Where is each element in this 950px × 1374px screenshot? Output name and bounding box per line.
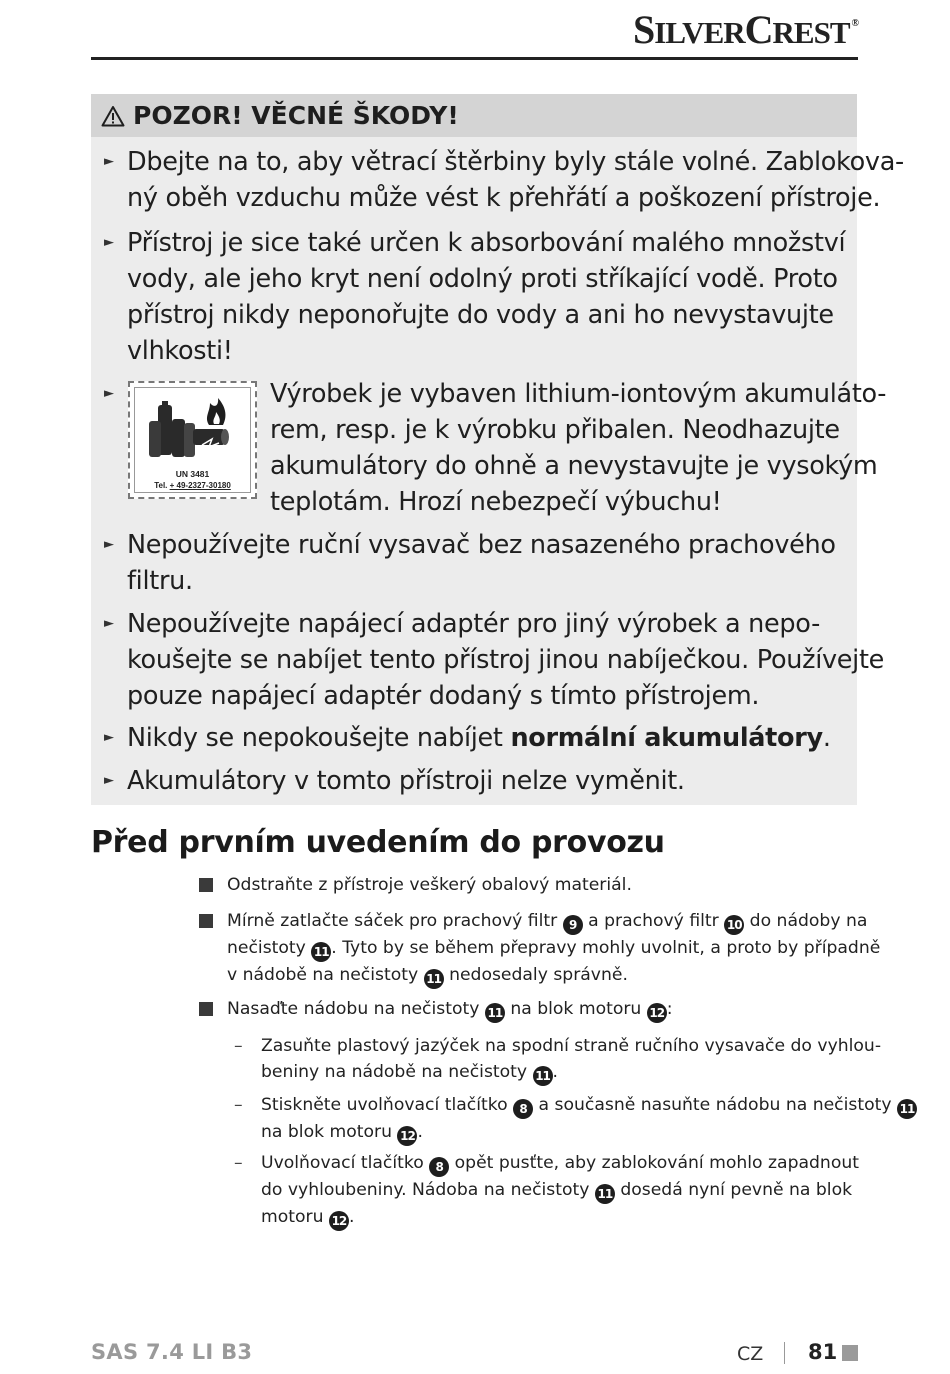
substep-item [234, 1092, 915, 1146]
text-line: nečistoty 11 . Tyto by se během přepravy mohly uvolnit, a proto by případně [227, 935, 859, 962]
reference-number-icon: 12 [397, 1126, 417, 1146]
step-item [227, 908, 881, 989]
model-number: SAS 7.4 LI B3 [91, 1340, 253, 1364]
reference-number-icon: 9 [563, 915, 583, 935]
text-line: Uvolňovací tlačítko 8 opět pusťte, aby zablokování mohlo zapadnout [261, 1150, 861, 1177]
reference-number-icon: 11 [311, 942, 331, 962]
step-item [227, 996, 859, 1023]
battery-shipping-label: UN 3481 Tel. + 49-2327-30180 [128, 381, 257, 499]
bullet-arrow-icon: ► [104, 730, 114, 745]
header-rule [91, 57, 858, 60]
dash-bullet: – [234, 1095, 243, 1115]
bullet-arrow-icon: ► [104, 154, 114, 169]
text-line: v nádobě na nečistoty 11 nedosedaly správně. [227, 962, 859, 989]
reference-number-icon: 10 [724, 915, 744, 935]
text-line: Odstraňte z přístroje veškerý obalový materiál. [227, 875, 632, 895]
square-bullet-icon [199, 878, 213, 892]
warning-title: POZOR! VĚCNÉ ŠKODY! [133, 101, 459, 130]
warning-item: ► Akumulátory v tomto přístroji nelze vyměnit. [127, 763, 842, 799]
language-code: CZ [737, 1343, 764, 1365]
text-line: do vyhloubeniny. Nádoba na nečistoty 11 dosedá nyní pevně na blok [261, 1177, 861, 1204]
bullet-arrow-icon: ► [104, 235, 114, 250]
warning-item: ► Dbejte na to, aby větrací štěrbiny byly stále volné. Zablokova- ný oběh vzduchu může vést k přehřátí a poškození přístroje. [127, 144, 842, 216]
reference-number-icon: 11 [533, 1066, 553, 1086]
warning-item: ► Přístroj je sice také určen k absorbování malého množství vody, ale jeho kryt není odolný proti stříkající vodě. Proto přístroj nikdy neponořujte do vody a ani ho nevystavujte vlhkosti! [127, 225, 842, 369]
reference-number-icon: 12 [329, 1211, 349, 1231]
text-line: Zasuňte plastový jazýček na spodní straně ručního vysavače do vyhlou- [261, 1036, 882, 1056]
warning-header [91, 94, 857, 137]
warning-item: ► Nepoužívejte ruční vysavač bez nasazeného prachového filtru. [127, 527, 842, 599]
text-line: motoru 12 . [261, 1204, 861, 1231]
text-line: beniny na nádobě na nečistoty 11 . [261, 1059, 861, 1086]
square-bullet-icon [199, 1002, 213, 1016]
reference-number-icon: 11 [897, 1099, 917, 1119]
bullet-arrow-icon: ► [104, 616, 114, 631]
text-line: Nasaďte nádobu na nečistoty 11 na blok motoru 12 : [227, 996, 859, 1023]
warning-triangle-icon [101, 105, 125, 127]
page-number: 81 [808, 1340, 838, 1364]
dash-bullet: – [234, 1153, 243, 1173]
reference-number-icon: 8 [429, 1157, 449, 1177]
bullet-arrow-icon: ► [104, 537, 114, 552]
battery-fire-icon [146, 393, 241, 465]
substep-item [234, 1150, 861, 1231]
substep-item [234, 1033, 882, 1086]
square-bullet-icon [199, 914, 213, 928]
warning-item-text: Výrobek je vybaven lithium-iontovým akumuláto- rem, resp. je k výrobku přibalen. Neodhazujte akumulátory do ohně a nevystavujte je vysokým teplotám. Hrozí nebezpečí výbuchu! [270, 379, 887, 517]
reference-number-icon: 11 [595, 1184, 615, 1204]
footer-square-icon [842, 1345, 858, 1361]
reference-number-icon: 11 [485, 1003, 505, 1023]
step-item [227, 872, 859, 898]
footer-divider [784, 1342, 785, 1364]
bullet-arrow-icon: ► [104, 386, 114, 401]
reference-number-icon: 12 [647, 1003, 667, 1023]
dash-bullet: – [234, 1036, 243, 1056]
bullet-arrow-icon: ► [104, 773, 114, 788]
reference-number-icon: 8 [513, 1099, 533, 1119]
text-line: Stiskněte uvolňovací tlačítko 8 a současně nasuňte nádobu na nečistoty 11 [261, 1092, 861, 1119]
text-line: na blok motoru 12 . [261, 1119, 861, 1146]
text-line: Mírně zatlačte sáček pro prachový filtr 9 a prachový filtr 10 do nádoby na [227, 908, 859, 935]
brand-logo: SILVERCREST ® [633, 7, 858, 52]
warning-item: ► Nikdy se nepokoušejte nabíjet normální akumulátory. [127, 720, 842, 756]
section-title: Před prvním uvedením do provozu [91, 825, 665, 860]
reference-number-icon: 11 [424, 969, 444, 989]
warning-item: ► Nepoužívejte napájecí adaptér pro jiný výrobek a nepo- koušejte se nabíjet tento přístroj jinou nabíječkou. Používejte pouze napájecí adaptér dodaný s tímto přístrojem. [127, 606, 842, 714]
